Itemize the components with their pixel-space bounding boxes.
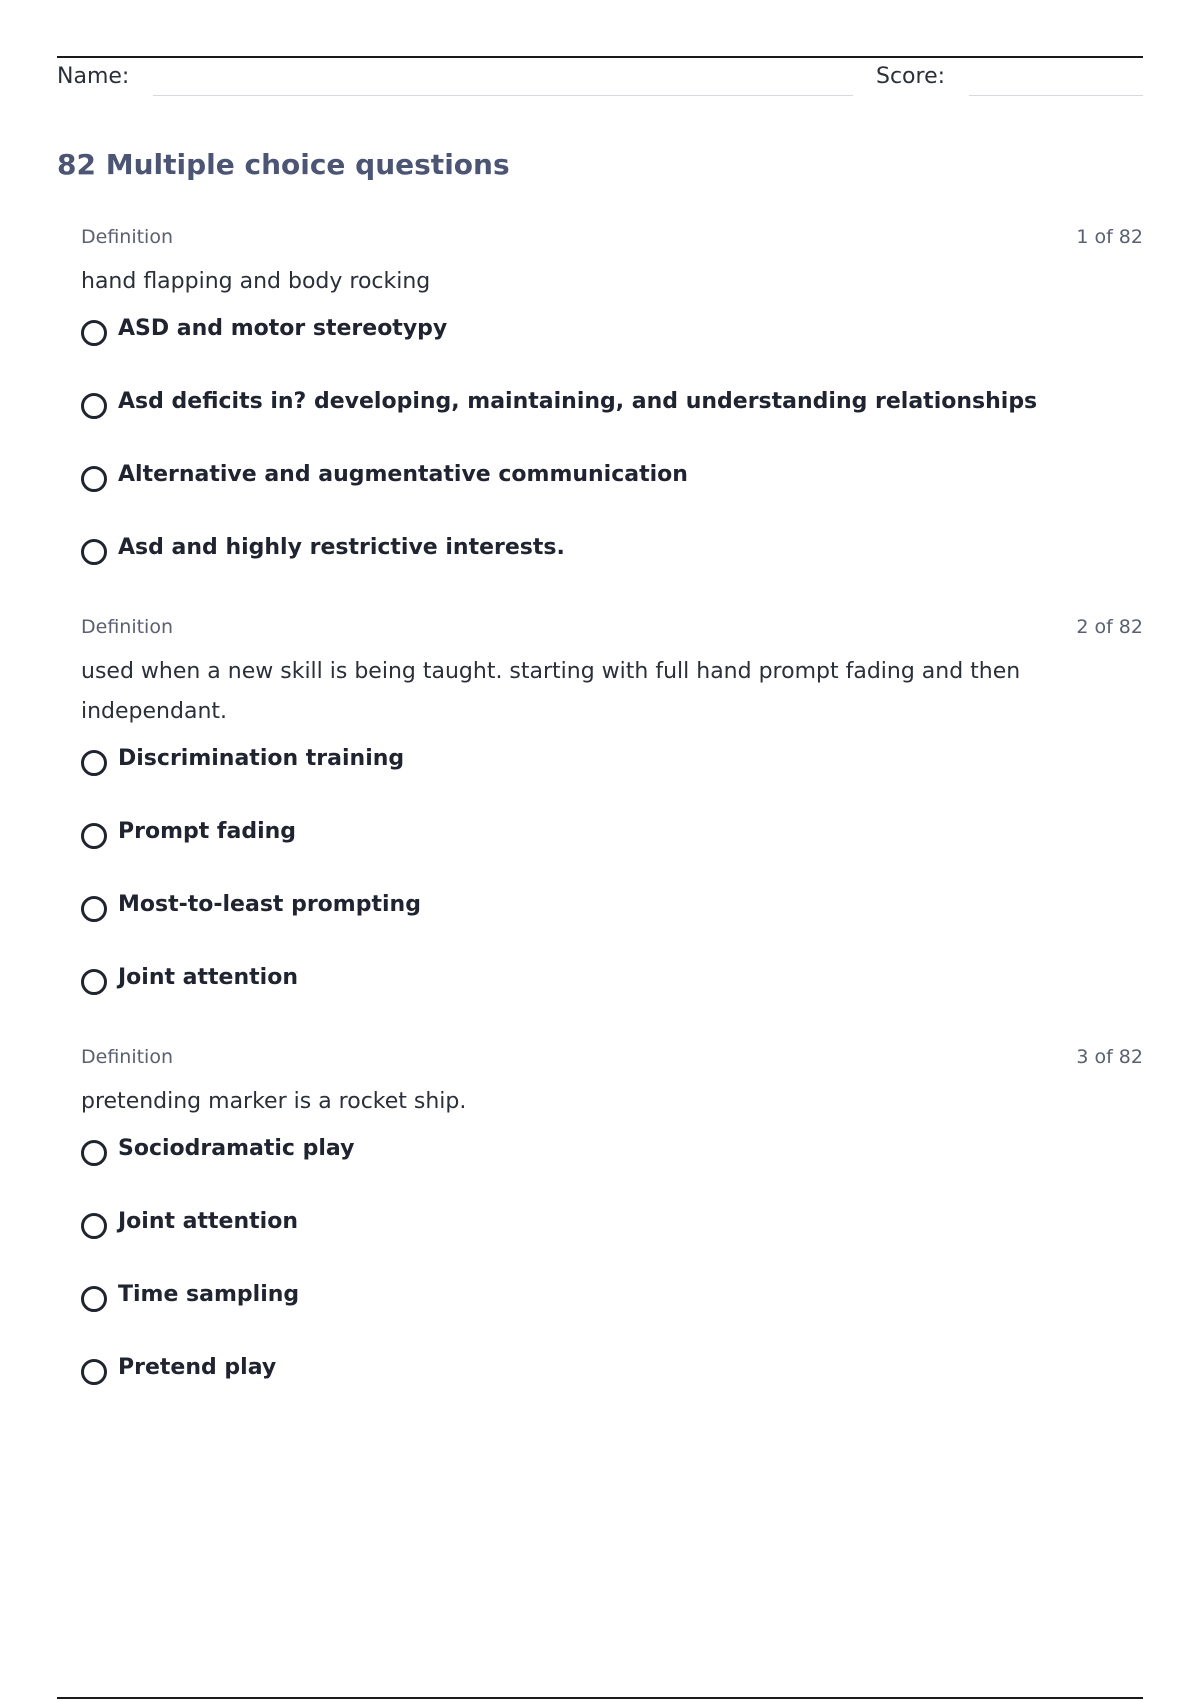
answer-option-label: ASD and motor stereotypy bbox=[118, 316, 448, 341]
question-prompt: used when a new skill is being taught. starting with full hand prompt fading and then independant. bbox=[81, 659, 1021, 724]
question-type: Definition bbox=[81, 616, 174, 638]
radio-circle-icon[interactable] bbox=[81, 1140, 107, 1166]
section-title: 82 Multiple choice questions bbox=[57, 148, 510, 181]
radio-circle-icon[interactable] bbox=[81, 539, 107, 565]
answer-options bbox=[81, 314, 1143, 606]
question-prompt: pretending marker is a rocket ship. bbox=[81, 1089, 467, 1114]
radio-circle-icon[interactable] bbox=[81, 750, 107, 776]
answer-option-label: Prompt fading bbox=[118, 819, 297, 844]
answer-options bbox=[81, 1134, 1143, 1426]
question-header bbox=[81, 616, 1143, 646]
radio-circle-icon[interactable] bbox=[81, 896, 107, 922]
question-2 bbox=[81, 616, 1143, 1036]
question-type: Definition bbox=[81, 226, 174, 248]
radio-circle-icon[interactable] bbox=[81, 393, 107, 419]
radio-circle-icon[interactable] bbox=[81, 823, 107, 849]
radio-circle-icon[interactable] bbox=[81, 466, 107, 492]
quiz-page bbox=[57, 0, 1143, 1700]
name-field[interactable] bbox=[153, 95, 853, 96]
question-counter: 1 of 82 bbox=[1076, 226, 1143, 248]
answer-option-label: Discrimination training bbox=[118, 746, 405, 771]
name-label: Name: bbox=[57, 64, 130, 89]
answer-option-label: Joint attention bbox=[118, 1209, 298, 1234]
answer-option[interactable] bbox=[81, 890, 1143, 963]
answer-option-label: Asd deficits in? developing, maintaining, and understanding relationships bbox=[118, 389, 1038, 414]
question-counter: 3 of 82 bbox=[1076, 1046, 1143, 1068]
answer-option[interactable] bbox=[81, 817, 1143, 890]
answer-option[interactable] bbox=[81, 1134, 1143, 1207]
answer-option[interactable] bbox=[81, 963, 1143, 1036]
question-type: Definition bbox=[81, 1046, 174, 1068]
radio-circle-icon[interactable] bbox=[81, 320, 107, 346]
answer-option[interactable] bbox=[81, 744, 1143, 817]
answer-option[interactable] bbox=[81, 387, 1143, 460]
question-1 bbox=[81, 226, 1143, 606]
answer-option[interactable] bbox=[81, 460, 1143, 533]
answer-option-label: Most-to-least prompting bbox=[118, 892, 421, 917]
question-header bbox=[81, 226, 1143, 256]
answer-option-label: Asd and highly restrictive interests. bbox=[118, 535, 565, 560]
question-prompt: hand flapping and body rocking bbox=[81, 269, 431, 294]
radio-circle-icon[interactable] bbox=[81, 1359, 107, 1385]
score-field[interactable] bbox=[969, 95, 1143, 96]
answer-option[interactable] bbox=[81, 314, 1143, 387]
radio-circle-icon[interactable] bbox=[81, 1286, 107, 1312]
answer-option-label: Time sampling bbox=[118, 1282, 300, 1307]
bottom-rule bbox=[57, 1697, 1143, 1699]
answer-option-label: Joint attention bbox=[118, 965, 298, 990]
question-counter: 2 of 82 bbox=[1076, 616, 1143, 638]
question-header bbox=[81, 1046, 1143, 1076]
question-3 bbox=[81, 1046, 1143, 1426]
answer-option-label: Alternative and augmentative communication bbox=[118, 462, 688, 487]
answer-option-label: Pretend play bbox=[118, 1355, 277, 1380]
header-row bbox=[57, 58, 1143, 98]
answer-option[interactable] bbox=[81, 1280, 1143, 1353]
answer-option[interactable] bbox=[81, 1353, 1143, 1426]
answer-options bbox=[81, 744, 1143, 1036]
score-label: Score: bbox=[876, 64, 946, 89]
answer-option[interactable] bbox=[81, 533, 1143, 606]
answer-option[interactable] bbox=[81, 1207, 1143, 1280]
radio-circle-icon[interactable] bbox=[81, 969, 107, 995]
answer-option-label: Sociodramatic play bbox=[118, 1136, 355, 1161]
radio-circle-icon[interactable] bbox=[81, 1213, 107, 1239]
